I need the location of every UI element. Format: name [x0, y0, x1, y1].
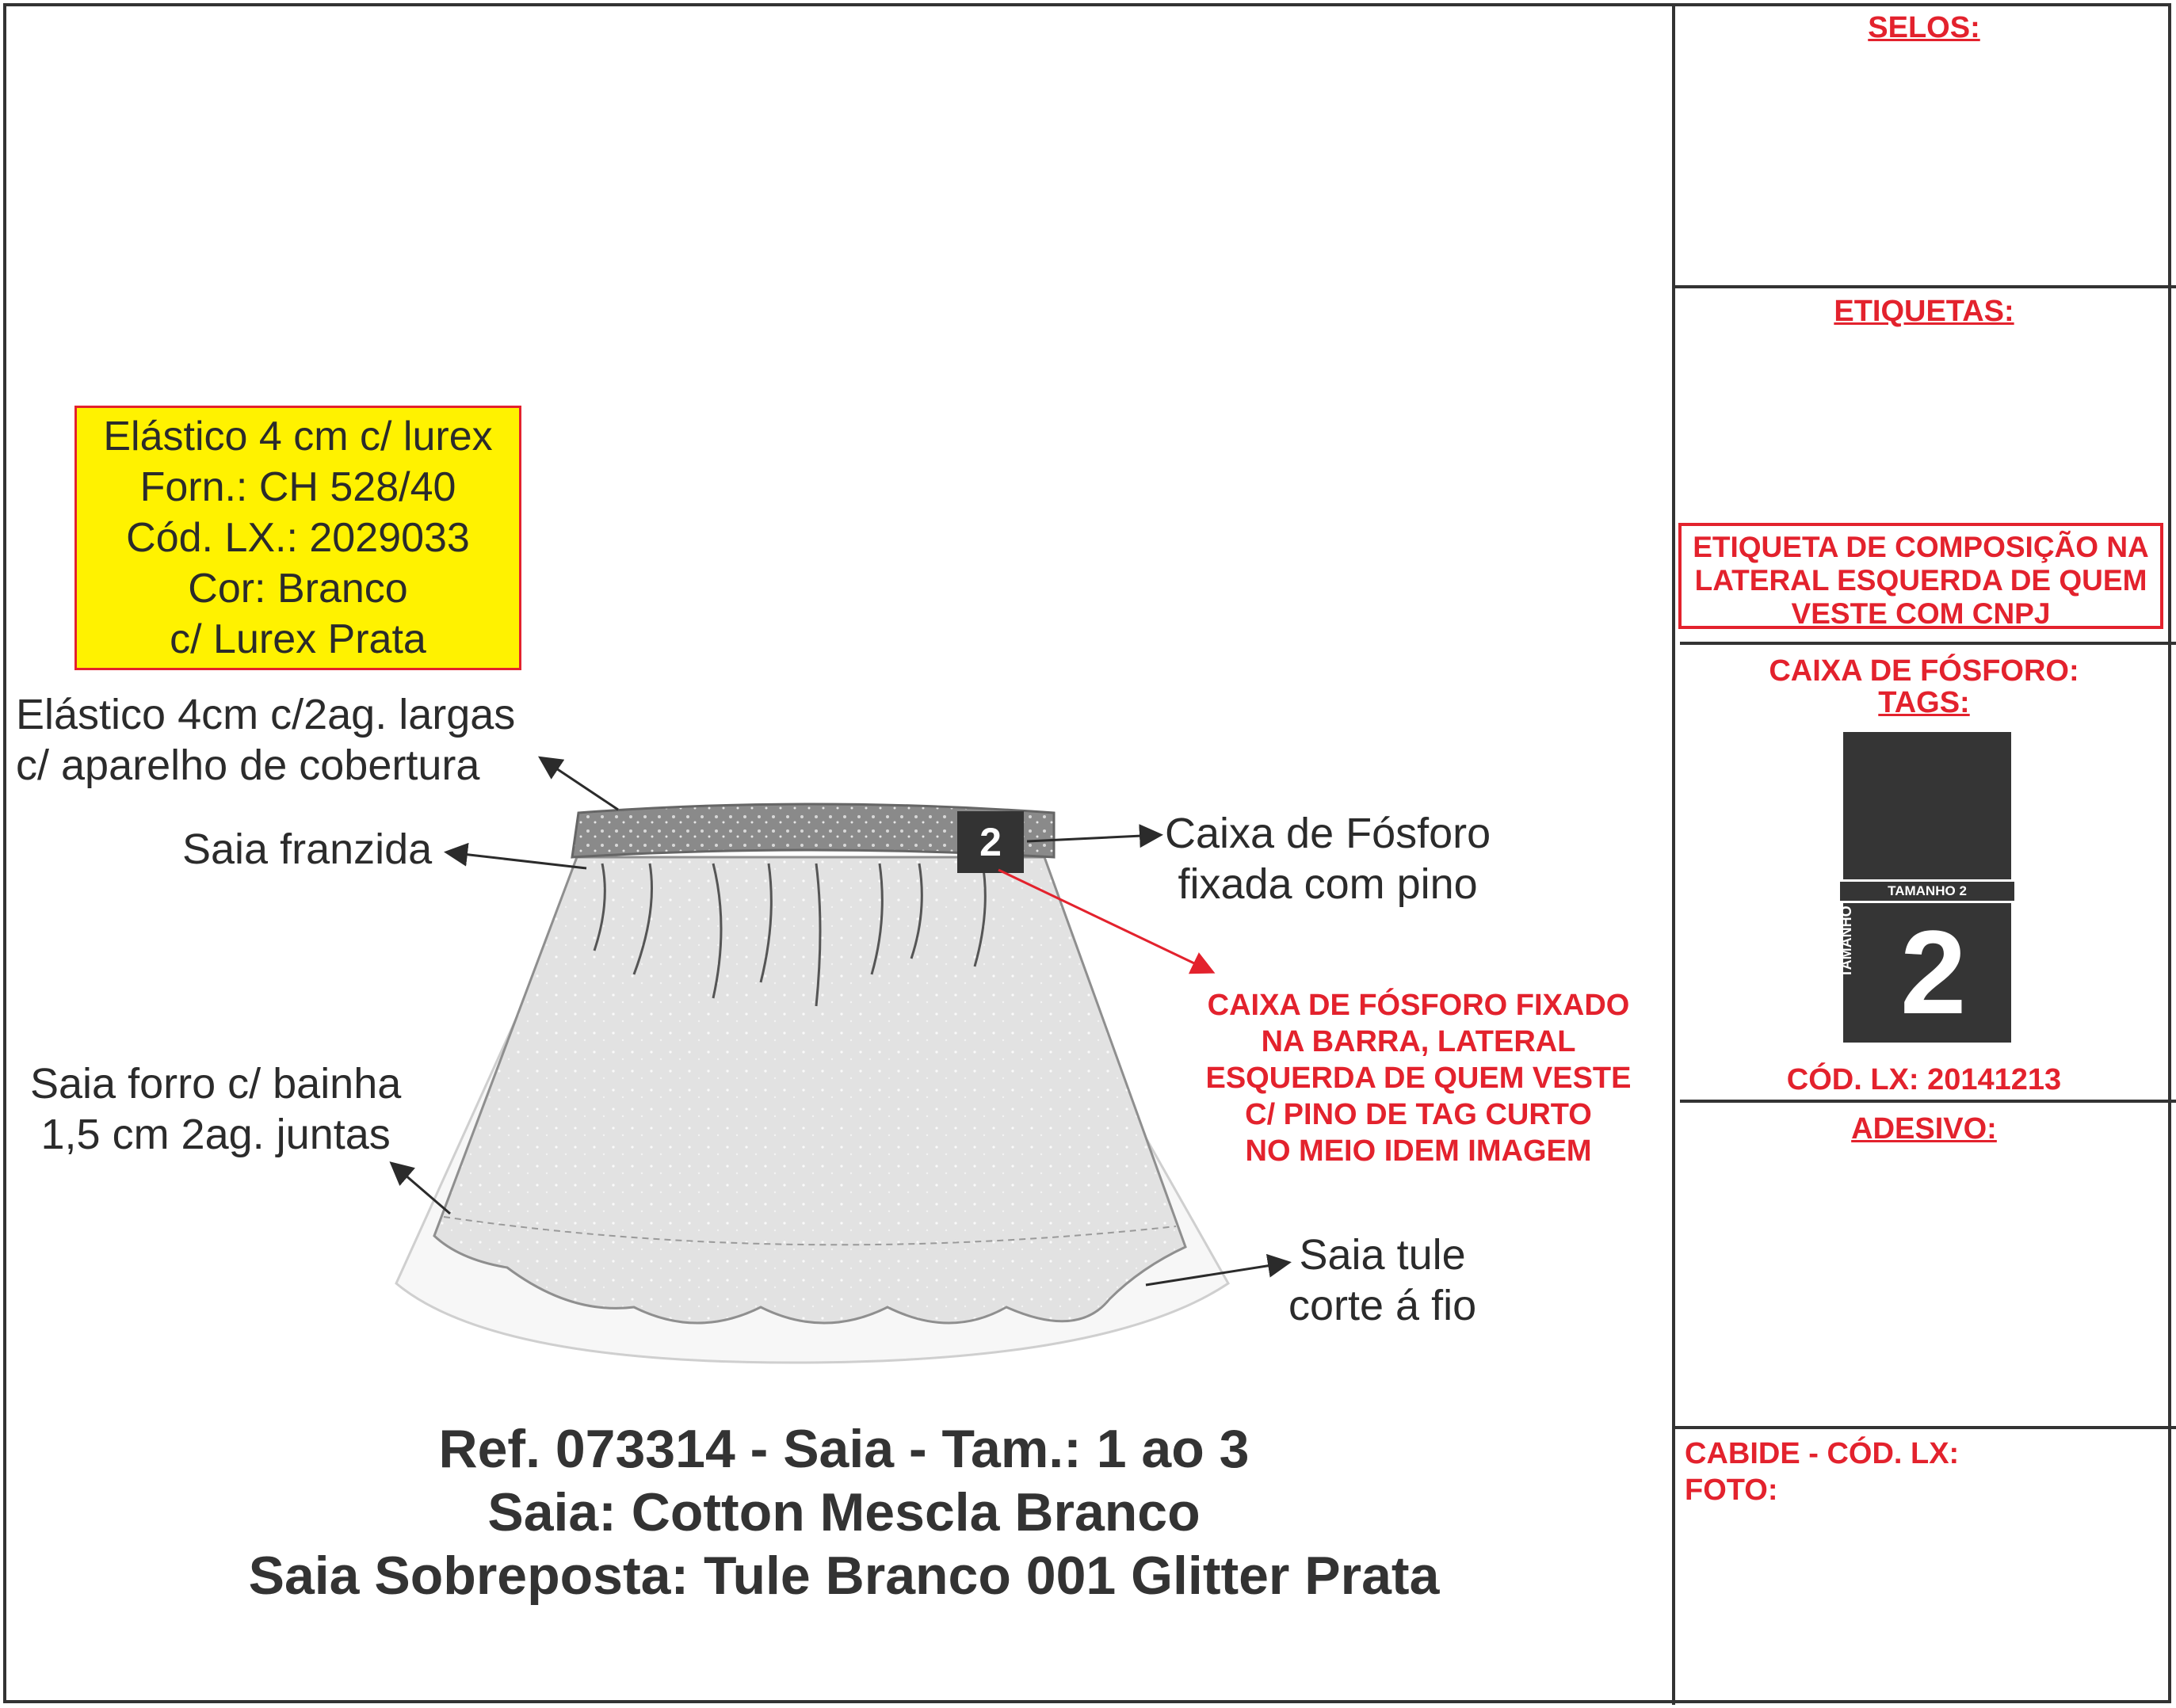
foto-label: FOTO:: [1685, 1474, 1778, 1507]
saia-tule-label: Saia tule corte á fio: [1288, 1231, 1477, 1329]
etiquetas-heading: ETIQUETAS:: [1834, 295, 2014, 328]
saia-franzida-label: Saia franzida: [182, 825, 433, 873]
elastic-line: Cor: Branco: [188, 566, 408, 612]
elastic-line: c/ Lurex Prata: [170, 616, 426, 662]
cod-lx-label: CÓD. LX: 20141213: [1786, 1063, 2062, 1096]
note-line: ETIQUETA DE COMPOSIÇÃO NA: [1693, 531, 2149, 563]
note-line: LATERAL ESQUERDA DE QUEM: [1694, 564, 2147, 597]
svg-text:2: 2: [979, 820, 1002, 864]
overlay-fabric-title: Saia Sobreposta: Tule Branco 001 Glitter Prata: [248, 1546, 1440, 1606]
elastic-line: Elástico 4 cm c/ lurex: [103, 414, 493, 459]
selos-heading: SELOS:: [1868, 11, 1980, 44]
note-line: VESTE COM CNPJ: [1791, 597, 2051, 630]
cabide-label: CABIDE - CÓD. LX:: [1685, 1437, 1960, 1470]
caixa-fosforo-label: Caixa de Fósforo fixada com pino: [1165, 810, 1491, 908]
elastic-line: Forn.: CH 528/40: [139, 464, 456, 510]
tags-heading: TAGS:: [1878, 686, 1970, 719]
ref-title: Ref. 073314 - Saia - Tam.: 1 ao 3: [438, 1419, 1250, 1479]
elastico-label: Elástico 4cm c/2ag. largas c/ aparelho de cobertura: [16, 691, 516, 789]
tag-side-label: TAMANHO: [1838, 905, 1854, 978]
saia-forro-label: Saia forro c/ bainha 1,5 cm 2ag. juntas: [30, 1060, 402, 1158]
caixa-fosforo-heading: CAIXA DE FÓSFORO:: [1769, 654, 2079, 688]
tag-number: 2: [1900, 905, 1967, 1039]
fabric-title: Saia: Cotton Mescla Branco: [487, 1482, 1201, 1542]
tag-band: TAMANHO 2: [1840, 879, 2014, 903]
caixa-fosforo-red-note: CAIXA DE FÓSFORO FIXADO NA BARRA, LATERAL ESQUERDA DE QUEM VESTE C/ PINO DE TAG CURTO NO MEIO IDEM IMAGEM: [1205, 989, 1632, 1168]
skirt-body: [434, 857, 1185, 1323]
elastic-line: Cód. LX.: 2029033: [126, 515, 470, 561]
adesivo-heading: ADESIVO:: [1851, 1112, 1997, 1146]
